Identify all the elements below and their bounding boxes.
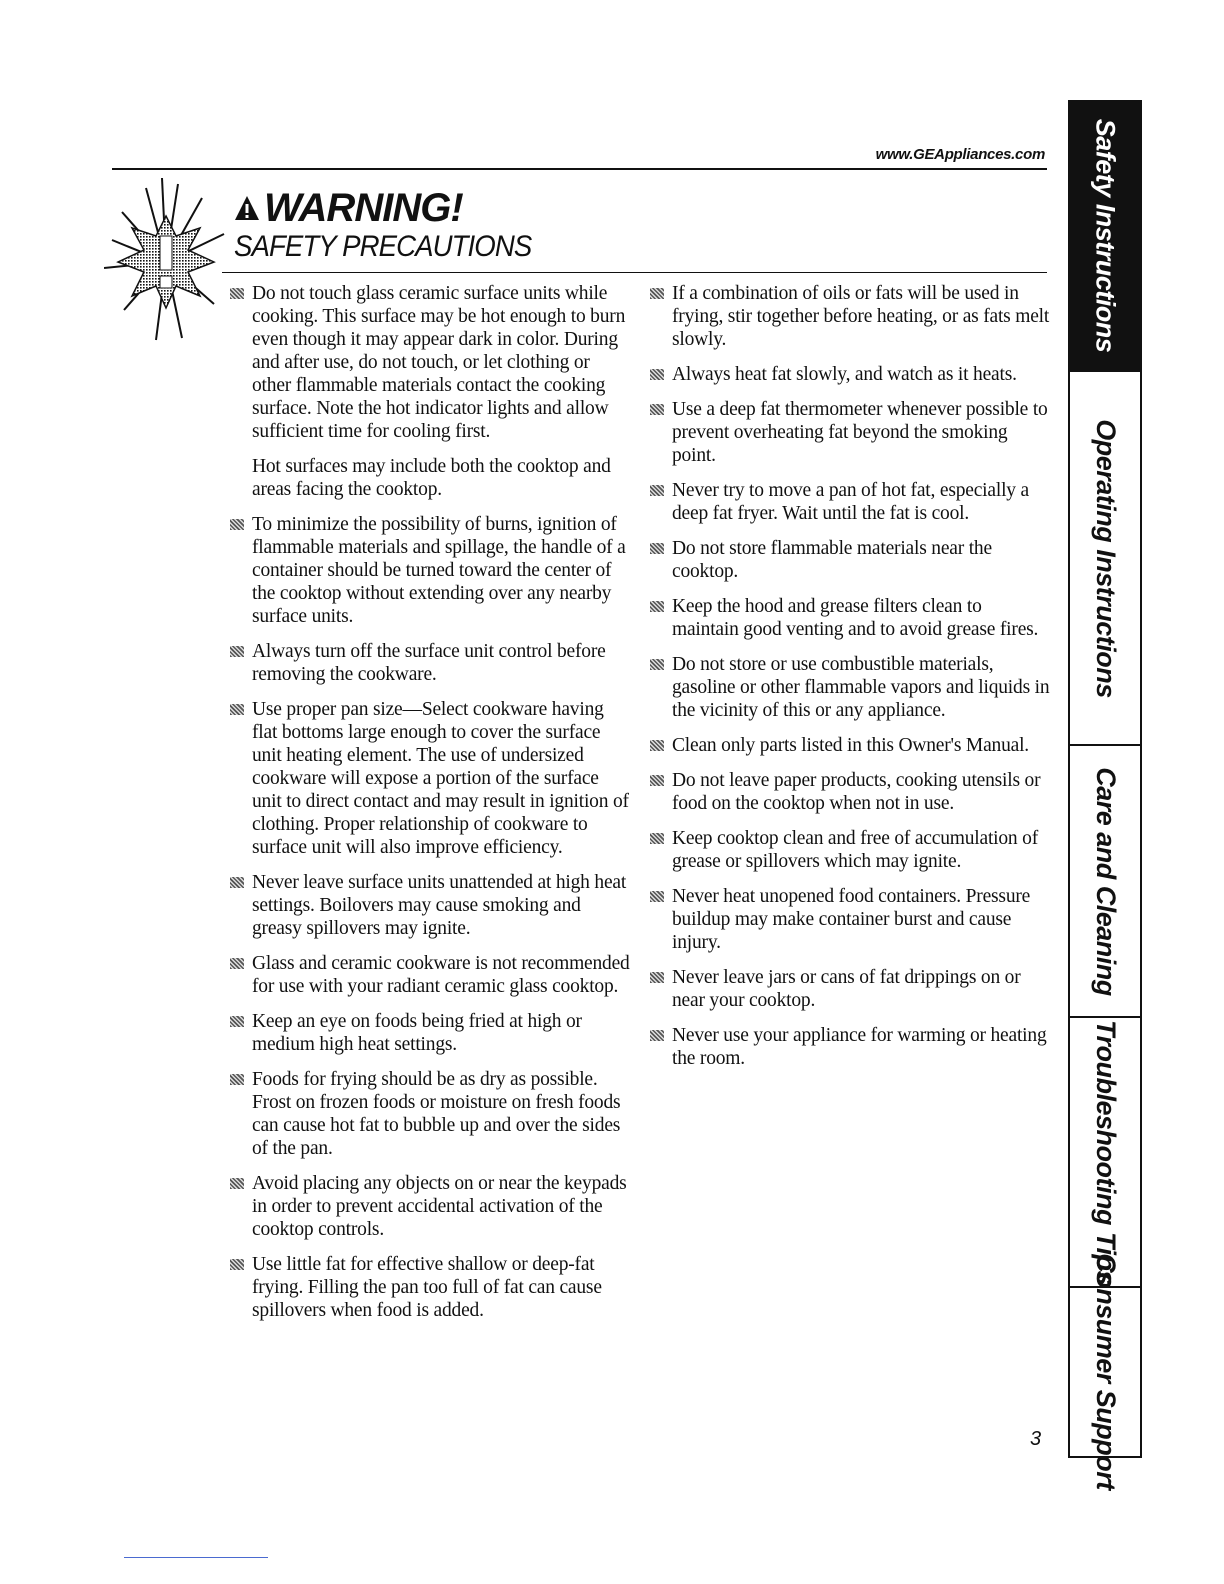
subtitle-rule — [222, 272, 1047, 273]
list-item: Clean only parts listed in this Owner's Manual. — [650, 734, 1050, 757]
bullet-icon — [650, 833, 664, 844]
list-item: Keep an eye on foods being fried at high or medium high heat settings. — [230, 1010, 630, 1056]
list-item: Always turn off the surface unit control before removing the cookware. — [230, 640, 630, 686]
warning-title: WARNING! — [264, 186, 463, 230]
bullet-icon — [650, 404, 664, 415]
list-item: Foods for frying should be as dry as possible. Frost on frozen foods or moisture on fresh foods can cause hot fat to bubble up and over the sides of the pan. — [230, 1068, 630, 1160]
list-item: Do not store or use combustible materials, gasoline or other flammable vapors and liquids in the vicinity of this or any appliance. — [650, 653, 1050, 722]
bullet-icon — [230, 958, 244, 969]
list-item: Use little fat for effective shallow or deep-fat frying. Filling the pan too full of fat can cause spillovers when food is added. — [230, 1253, 630, 1322]
list-item: Never use your appliance for warming or heating the room. — [650, 1024, 1050, 1070]
warning-burst-icon — [104, 176, 228, 342]
page-number: 3 — [1030, 1428, 1042, 1450]
bullet-icon — [650, 601, 664, 612]
warning-heading — [234, 186, 557, 264]
list-item: Hot surfaces may include both the cooktop and areas facing the cooktop. — [252, 456, 611, 500]
bullet-icon — [230, 288, 244, 299]
list-item: Do not touch glass ceramic surface units while cooking. This surface may be hot enough to burn even though it may appear dark in color. During and after use, do not touch, or let clothing or other flammable materials contact the cooking surface. Note the hot indicator lights and allow sufficient time for cooling first. — [230, 282, 630, 443]
footer-line — [124, 1557, 268, 1558]
bullet-icon — [230, 877, 244, 888]
list-item: If a combination of oils or fats will be used in frying, stir together before heating, or as fats melt slowly. — [650, 282, 1050, 351]
list-item: Glass and ceramic cookware is not recommended for use with your radiant ceramic glass cooktop. — [230, 952, 630, 998]
left-column — [230, 282, 630, 1334]
bullet-icon — [650, 543, 664, 554]
list-item: Keep cooktop clean and free of accumulation of grease or spillovers which may ignite. — [650, 827, 1050, 873]
list-item: Never heat unopened food containers. Pressure buildup may make container burst and cause injury. — [650, 885, 1050, 954]
list-item: Use a deep fat thermometer whenever possible to prevent overheating fat beyond the smoking point. — [650, 398, 1050, 467]
list-item: Use proper pan size—Select cookware having flat bottoms large enough to cover the surface unit heating element. The use of undersized cookware will expose a portion of the surface unit to direct contact and may result in ignition of clothing. Proper relationship of cookware to surface unit will also improve efficiency. — [230, 698, 630, 859]
bullet-icon — [650, 891, 664, 902]
bullet-icon — [650, 485, 664, 496]
list-item: Avoid placing any objects on or near the keypads in order to prevent accidental activation of the cooktop controls. — [230, 1172, 630, 1241]
list-item: Do not leave paper products, cooking utensils or food on the cooktop when not in use. — [650, 769, 1050, 815]
list-item: Never leave surface units unattended at high heat settings. Boilovers may cause smoking and greasy spillovers may ignite. — [230, 871, 630, 940]
bullet-icon — [650, 740, 664, 751]
tab-safety-instructions[interactable]: Safety Instructions — [1070, 100, 1140, 372]
bullet-icon — [230, 519, 244, 530]
tab-troubleshooting-tips[interactable]: Troubleshooting Tips — [1070, 1018, 1140, 1288]
bullet-icon — [230, 1259, 244, 1270]
bullet-icon — [650, 1030, 664, 1041]
bullet-icon — [230, 646, 244, 657]
list-item: Keep the hood and grease filters clean to maintain good venting and to avoid grease fires. — [650, 595, 1050, 641]
alert-triangle-icon — [234, 195, 260, 221]
list-item: Never try to move a pan of hot fat, especially a deep fat fryer. Wait until the fat is cool. — [650, 479, 1050, 525]
bullet-icon — [230, 1016, 244, 1027]
bullet-icon — [230, 704, 244, 715]
website-url[interactable]: www.GEAppliances.com — [875, 146, 1045, 163]
safety-precautions-subtitle: SAFETY PRECAUTIONS — [234, 230, 532, 263]
list-item: To minimize the possibility of burns, ignition of flammable materials and spillage, the handle of a container should be turned toward the center of the cooktop without extending over any nearby surface units. — [230, 513, 630, 628]
header-rule — [112, 168, 1047, 170]
list-item: Never leave jars or cans of fat drippings on or near your cooktop. — [650, 966, 1050, 1012]
section-tabs — [1068, 100, 1142, 1490]
tab-care-and-cleaning[interactable]: Care and Cleaning — [1070, 746, 1140, 1018]
bullet-icon — [650, 775, 664, 786]
list-item: Always heat fat slowly, and watch as it heats. — [650, 363, 1050, 386]
bullet-icon — [230, 1178, 244, 1189]
bullet-icon — [650, 369, 664, 380]
tab-operating-instructions[interactable]: Operating Instructions — [1070, 372, 1140, 746]
bullet-icon — [650, 288, 664, 299]
bullet-icon — [650, 972, 664, 983]
tab-consumer-support[interactable]: Consumer Support — [1090, 1252, 1121, 1490]
list-item: Do not store flammable materials near the cooktop. — [650, 537, 1050, 583]
right-column — [650, 282, 1050, 1082]
bullet-icon — [230, 1074, 244, 1085]
bullet-icon — [650, 659, 664, 670]
